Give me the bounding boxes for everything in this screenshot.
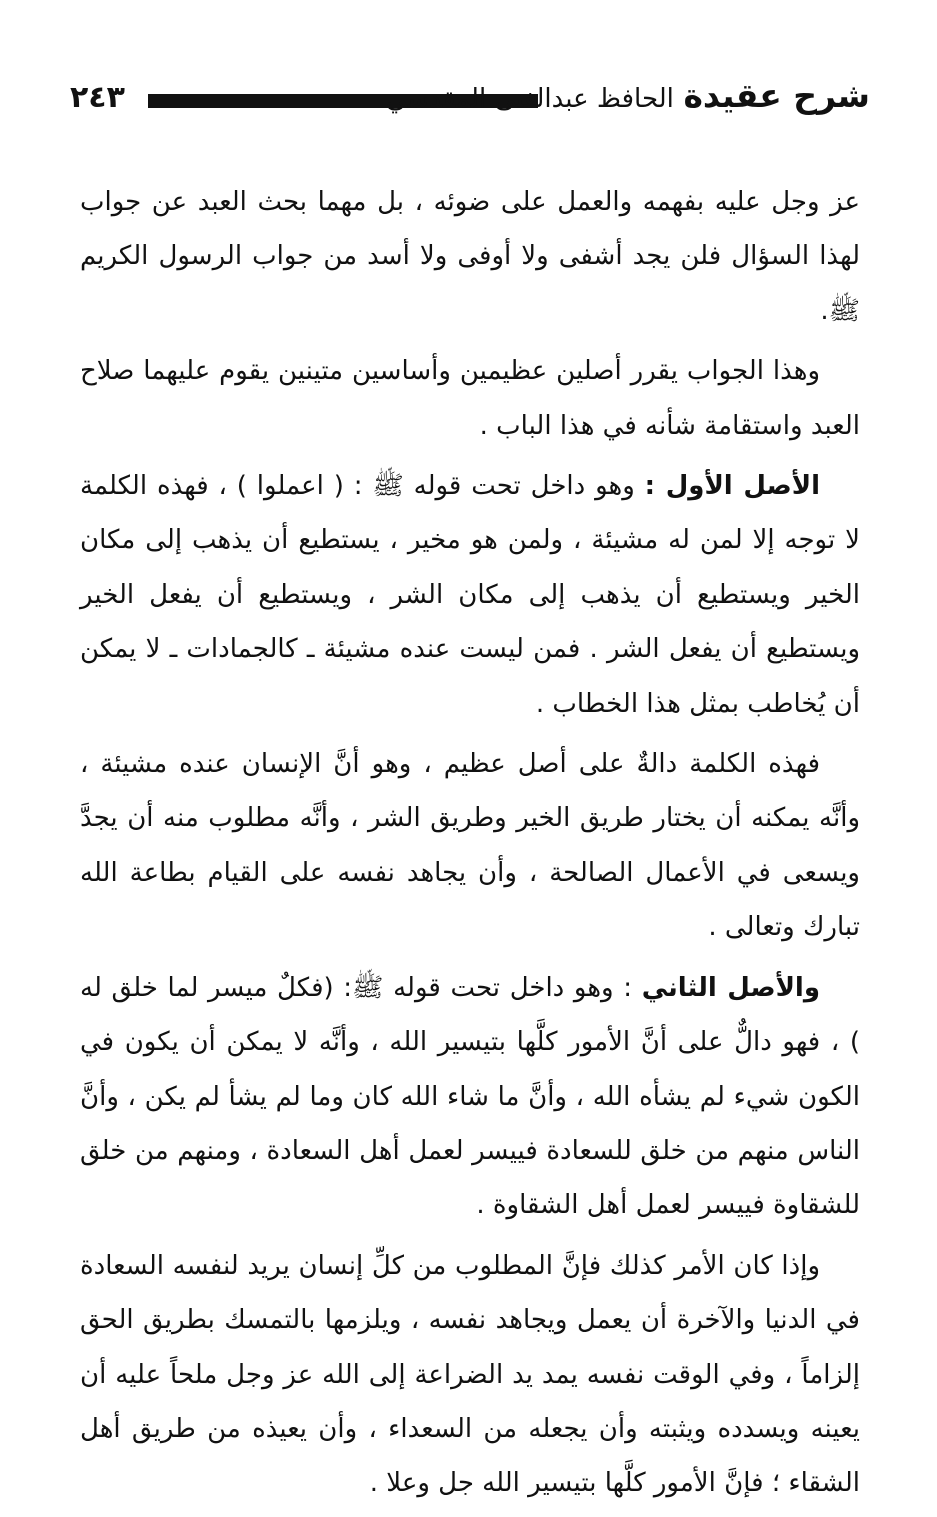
paragraph-5 (80, 961, 860, 1233)
paragraph-lead: الأصل الأول : (644, 471, 820, 502)
paragraph-2 (80, 344, 860, 453)
paragraph-text: وهذا الجواب يقرر أصلين عظيمين وأساسين متينين يقوم عليهما صلاح العبد واستقامة شأنه في هذا الباب . (80, 356, 860, 441)
paragraph-text: عز وجل عليه بفهمه والعمل على ضوئه ، بل مهما بحث العبد عن جواب لهذا السؤال فلن يجد أشفى ولا أوفى ولا أسد من جواب الرسول الكريم ﷺ. (80, 187, 860, 326)
paragraph-text: : وهو داخل تحت قوله ﷺ: (فكلٌ ميسر لما خلق له ) ، فهو دالٌّ على أنَّ الأمور كلَّها بتيسير الله ، وأنَّه لا يمكن أن يكون في الكون شيء لم يشأه الله ، وأنَّ ما شاء الله كان وما لم يشأ لم يكن ، وأنَّ الناس منهم من خلق للسعادة فييسر لعمل أهل السعادة ، ومنهم من خلق للشقاوة فييسر لعمل أهل الشقاوة . (80, 972, 860, 1221)
paragraph-1 (80, 175, 860, 338)
paragraph-4 (80, 737, 860, 955)
page-header (70, 72, 870, 132)
paragraph-text: فهذه الكلمة دالةٌ على أصل عظيم ، وهو أنَّ الإنسان عنده مشيئة ، وأنَّه يمكنه أن يختار طريق الخير وطريق الشر ، وأنَّه مطلوب منه أن يجدَّ ويسعى في الأعمال الصالحة ، وأن يجاهد نفسه على القيام بطاعة الله تبارك وتعالى . (80, 749, 860, 943)
running-title-bold: شرح عقيدة (683, 76, 870, 115)
running-title-regular: الحافظ عبدالغنى المقدسي (385, 84, 674, 114)
page-number: ٢٤٣ (70, 80, 125, 115)
paragraph-text: وإذا كان الأمر كذلك فإنَّ المطلوب من كلِّ إنسان يريد لنفسه السعادة في الدنيا والآخرة أن يعمل ويجاهد نفسه ، ويلزمها بالتمسك بطريق الحق إلزاماً ، وفي الوقت نفسه يمد يد الضراعة إلى الله عز وجل ملحاً عليه أن يعينه ويسدده ويثبته وأن يجعله من السعداء ، وأن يعيذه من طريق أهل الشقاء ؛ فإنَّ الأمور كلَّها بتيسير الله جل وعلا . (80, 1250, 860, 1499)
paragraph-3 (80, 459, 860, 731)
paragraph-lead: والأصل الثاني (641, 972, 821, 1003)
body-text (80, 175, 860, 1517)
paragraph-6 (80, 1239, 860, 1511)
running-title (386, 76, 870, 115)
paragraph-text: وهو داخل تحت قوله ﷺ : ( اعملوا ) ، فهذه الكلمة لا توجه إلا لمن له مشيئة ، ولمن هو مخير ، يستطيع أن يذهب إلى مكان الخير ويستطيع أن يذهب إلى مكان الشر ، ويستطيع أن يفعل الخير ويستطيع أن يفعل الشر . فمن ليست عنده مشيئة ـ كالجمادات ـ لا يمكن أن يُخاطب بمثل هذا الخطاب . (80, 471, 860, 719)
